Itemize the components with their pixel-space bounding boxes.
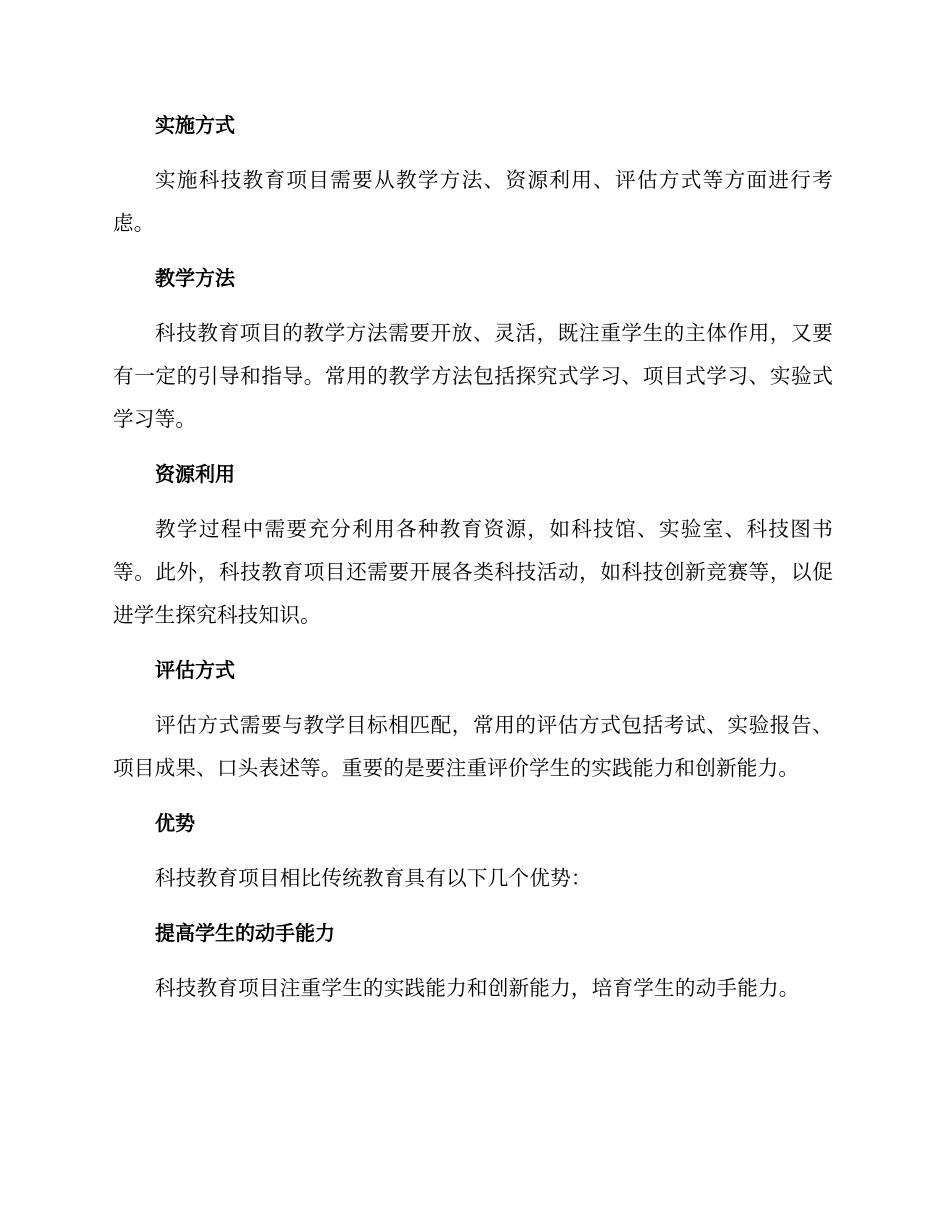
paragraph-teaching-methods: 科技教育项目的教学方法需要开放、灵活，既注重学生的主体作用，又要有一定的引导和指导。常用的教学方法包括探究式学习、项目式学习、实验式学习等。 [113,321,833,431]
section-heading-advantages: 优势 [155,811,195,835]
section-heading-teaching-methods: 教学方法 [155,266,235,290]
document-page [113,104,833,1022]
paragraph-hands-on: 科技教育项目注重学生的实践能力和创新能力，培育学生的动手能力。 [155,976,800,1000]
paragraph-implementation: 实施科技教育项目需要从教学方法、资源利用、评估方式等方面进行考虑。 [113,168,833,235]
section-heading-implementation: 实施方式 [155,113,235,137]
section-heading-resource-use: 资源利用 [155,462,235,486]
section-heading-hands-on: 提高学生的动手能力 [155,921,335,945]
paragraph-resource-use: 教学过程中需要充分利用各种教育资源，如科技馆、实验室、科技图书等。此外，科技教育项目还需要开展各类科技活动，如科技创新竞赛等，以促进学生探究科技知识。 [113,517,833,627]
paragraph-assessment: 评估方式需要与教学目标相匹配，常用的评估方式包括考试、实验报告、项目成果、口头表述等。重要的是要注重评价学生的实践能力和创新能力。 [113,713,833,780]
paragraph-advantages: 科技教育项目相比传统教育具有以下几个优势： [155,866,592,890]
section-heading-assessment: 评估方式 [155,658,235,682]
